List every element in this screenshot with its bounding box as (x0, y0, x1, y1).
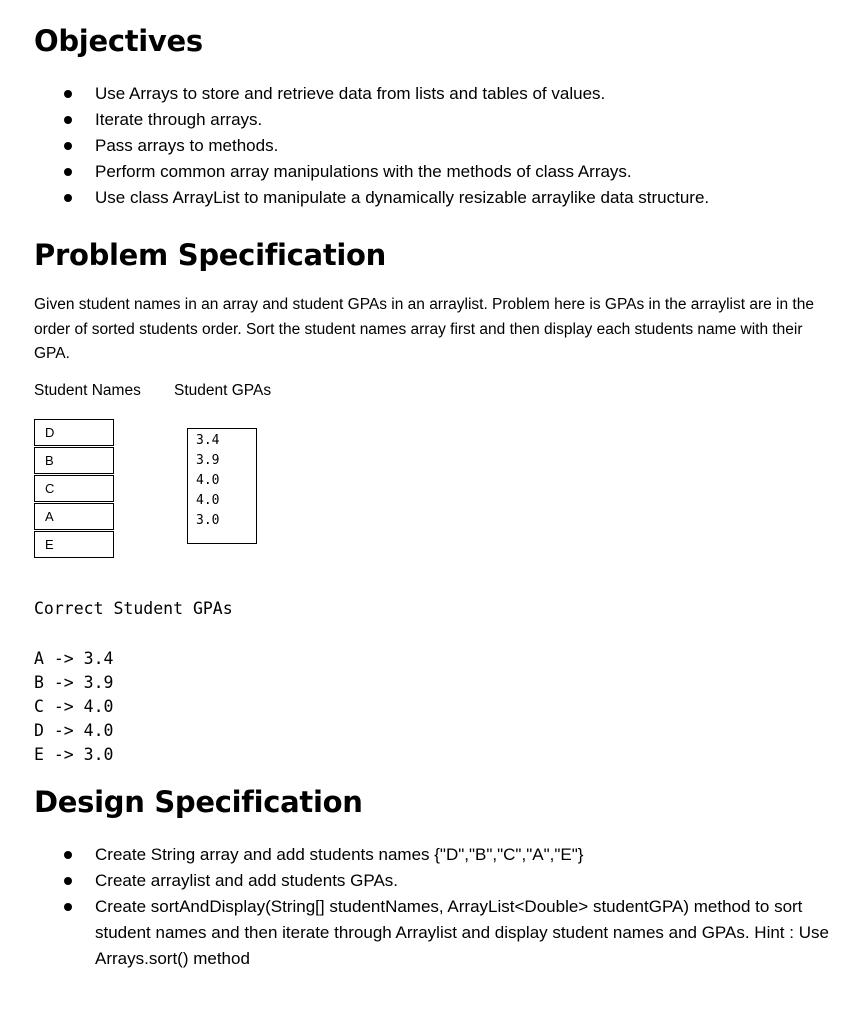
problem-heading: Problem Specification (34, 238, 386, 272)
output-line: A -> 3.4 (34, 649, 114, 668)
bullet-icon (64, 90, 72, 98)
name-cell: B (34, 447, 114, 474)
bullet-icon (64, 903, 72, 911)
bullet-icon (64, 194, 72, 202)
design-item: Create sortAndDisplay(String[] studentNames, ArrayList<Double> studentGPA) method to sort student names and then iterate through Arraylist and display student names and GPAs. Hint : Use Arrays.sort() method (0, 894, 835, 972)
design-heading: Design Specification (34, 785, 363, 819)
problem-description: Given student names in an array and student GPAs in an arraylist. Problem here is GPAs in the arraylist are in the order of sorted students order. Sort the student names array first and then display each students name with their GPA. (34, 296, 814, 362)
objectives-heading: Objectives (34, 24, 203, 58)
objectives-list (0, 81, 867, 211)
gpa-value: 4.0 (196, 473, 220, 488)
objective-item: Iterate through arrays. (0, 107, 867, 133)
design-item: Create arraylist and add students GPAs. (0, 868, 867, 894)
bullet-icon (64, 168, 72, 176)
output-line: E -> 3.0 (34, 745, 114, 764)
student-gpas-arraylist (187, 428, 257, 544)
objective-item: Use Arrays to store and retrieve data from lists and tables of values. (0, 81, 867, 107)
design-item: Create String array and add students names {"D","B","C","A","E"} (0, 842, 867, 868)
output-title: Correct Student GPAs (34, 599, 233, 618)
output-line: D -> 4.0 (34, 721, 114, 740)
objective-item: Perform common array manipulations with the methods of class Arrays. (0, 159, 867, 185)
gpa-value: 3.0 (196, 513, 220, 528)
bullet-icon (64, 877, 72, 885)
student-names-label: Student Names (34, 382, 141, 399)
bullet-icon (64, 116, 72, 124)
bullet-icon (64, 142, 72, 150)
output-line: C -> 4.0 (34, 697, 114, 716)
gpa-value: 3.4 (196, 433, 220, 448)
output-line: B -> 3.9 (34, 673, 114, 692)
objective-item: Use class ArrayList to manipulate a dynamically resizable arraylike data structure. (0, 185, 867, 211)
student-gpas-label: Student GPAs (174, 382, 272, 399)
objective-item: Pass arrays to methods. (0, 133, 867, 159)
design-list (0, 842, 867, 972)
gpa-value: 3.9 (196, 453, 220, 468)
name-cell: E (34, 531, 114, 558)
name-cell: C (34, 475, 114, 502)
bullet-icon (64, 851, 72, 859)
name-cell: A (34, 503, 114, 530)
name-cell: D (34, 419, 114, 446)
gpa-value: 4.0 (196, 493, 220, 508)
output-lines (34, 647, 113, 767)
student-names-array (34, 419, 114, 559)
